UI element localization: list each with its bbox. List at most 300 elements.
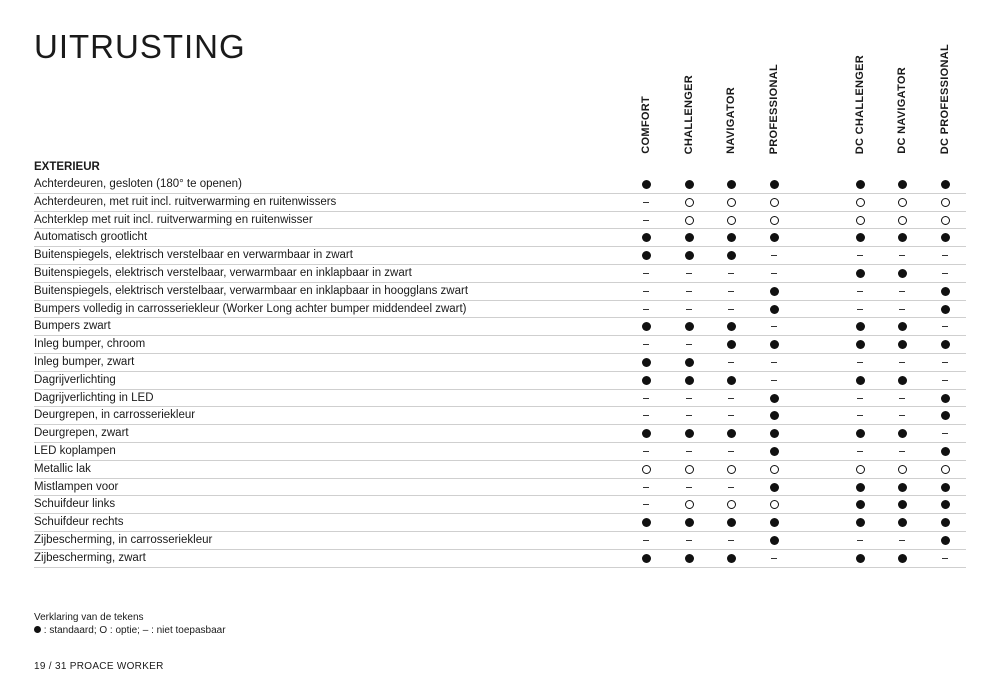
column-header-dc-professional (932, 43, 958, 154)
table-cell (633, 443, 659, 460)
standard-dot-icon (941, 500, 950, 509)
standard-dot-icon (898, 483, 907, 492)
table-cell (889, 514, 915, 531)
standard-dot-icon (941, 287, 950, 296)
row-label: Inleg bumper, chroom (34, 338, 146, 351)
table-cell (761, 265, 787, 282)
standard-dot-icon (642, 322, 651, 331)
option-circle-icon (770, 198, 779, 207)
table-cell (718, 176, 744, 193)
table-cell (676, 390, 702, 407)
standard-dot-icon (642, 358, 651, 367)
table-row (34, 283, 966, 301)
standard-dot-icon (856, 429, 865, 438)
not-applicable-dash-icon (643, 344, 649, 345)
not-applicable-dash-icon (771, 255, 777, 256)
table-cell (761, 461, 787, 478)
table-cell (761, 247, 787, 264)
not-applicable-dash-icon (643, 220, 649, 221)
table-cell (932, 407, 958, 424)
table-row (34, 247, 966, 265)
standard-dot-icon (856, 483, 865, 492)
table-cell (633, 390, 659, 407)
table-cell (718, 265, 744, 282)
not-applicable-dash-icon (643, 398, 649, 399)
table-cell (718, 496, 744, 513)
table-cell (633, 336, 659, 353)
standard-dot-icon (770, 305, 779, 314)
standard-dot-icon (856, 233, 865, 242)
standard-dot-icon (856, 180, 865, 189)
table-cell (889, 479, 915, 496)
not-applicable-dash-icon (643, 273, 649, 274)
column-header-label: NAVIGATOR (725, 87, 737, 154)
table-cell (889, 336, 915, 353)
table-cell (932, 425, 958, 442)
table-cell (761, 336, 787, 353)
table-cell (932, 354, 958, 371)
standard-dot-icon (898, 376, 907, 385)
table-cell (676, 496, 702, 513)
standard-dot-icon (898, 429, 907, 438)
standard-dot-icon (898, 180, 907, 189)
table-cell (932, 318, 958, 335)
table-cell (932, 372, 958, 389)
standard-dot-icon (941, 233, 950, 242)
standard-dot-icon (856, 500, 865, 509)
table-row (34, 532, 966, 550)
table-cell (932, 301, 958, 318)
table-cell (676, 318, 702, 335)
table-cell (761, 301, 787, 318)
not-applicable-dash-icon (686, 398, 692, 399)
standard-dot-icon (642, 518, 651, 527)
not-applicable-dash-icon (899, 309, 905, 310)
table-cell (761, 425, 787, 442)
row-label: Dagrijverlichting (34, 373, 116, 386)
table-cell (847, 212, 873, 229)
table-cell (847, 176, 873, 193)
not-applicable-dash-icon (857, 415, 863, 416)
table-cell (633, 425, 659, 442)
table-cell (847, 425, 873, 442)
table-cell (676, 425, 702, 442)
table-cell (761, 354, 787, 371)
table-cell (932, 443, 958, 460)
table-cell (889, 372, 915, 389)
table-cell (932, 176, 958, 193)
not-applicable-dash-icon (899, 291, 905, 292)
not-applicable-dash-icon (942, 255, 948, 256)
table-cell (718, 550, 744, 567)
column-header-label: CHALLENGER (683, 74, 695, 154)
standard-dot-icon (642, 180, 651, 189)
standard-dot-icon (941, 340, 950, 349)
table-cell (633, 479, 659, 496)
table-cell (932, 461, 958, 478)
row-label: Automatisch grootlicht (34, 231, 148, 244)
table-cell (718, 532, 744, 549)
column-header-comfort (633, 50, 659, 154)
not-applicable-dash-icon (942, 273, 948, 274)
standard-dot-icon (898, 518, 907, 527)
option-circle-icon (770, 500, 779, 509)
table-cell (761, 194, 787, 211)
table-cell (889, 318, 915, 335)
table-cell (889, 443, 915, 460)
not-applicable-dash-icon (686, 540, 692, 541)
not-applicable-dash-icon (643, 309, 649, 310)
standard-dot-icon (642, 554, 651, 563)
table-cell (932, 265, 958, 282)
option-circle-icon (685, 216, 694, 225)
not-applicable-dash-icon (728, 362, 734, 363)
option-circle-icon (727, 500, 736, 509)
standard-dot-icon (770, 180, 779, 189)
table-cell (718, 461, 744, 478)
not-applicable-dash-icon (857, 540, 863, 541)
page-title: UITRUSTING (34, 28, 246, 65)
table-cell (633, 212, 659, 229)
table-cell (633, 532, 659, 549)
option-circle-icon (898, 198, 907, 207)
table-cell (718, 390, 744, 407)
table-cell (761, 532, 787, 549)
table-cell (889, 532, 915, 549)
row-label: Achterdeuren, met ruit incl. ruitverwarming en ruitenwissers (34, 195, 337, 208)
option-circle-icon (856, 198, 865, 207)
not-applicable-dash-icon (899, 255, 905, 256)
not-applicable-dash-icon (857, 309, 863, 310)
not-applicable-dash-icon (857, 255, 863, 256)
table-cell (889, 247, 915, 264)
standard-dot-icon (685, 180, 694, 189)
table-row (34, 514, 966, 532)
not-applicable-dash-icon (942, 326, 948, 327)
standard-dot-icon (642, 233, 651, 242)
table-cell (847, 283, 873, 300)
row-label: Buitenspiegels, elektrisch verstelbaar en verwarmbaar in zwart (34, 249, 353, 262)
not-applicable-dash-icon (899, 415, 905, 416)
table-cell (633, 283, 659, 300)
table-cell (761, 390, 787, 407)
table-row (34, 229, 966, 247)
table-cell (633, 372, 659, 389)
not-applicable-dash-icon (857, 362, 863, 363)
not-applicable-dash-icon (643, 202, 649, 203)
not-applicable-dash-icon (686, 344, 692, 345)
not-applicable-dash-icon (728, 309, 734, 310)
table-cell (718, 229, 744, 246)
table-cell (761, 176, 787, 193)
not-applicable-dash-icon (857, 291, 863, 292)
table-cell (676, 229, 702, 246)
option-circle-icon (941, 198, 950, 207)
table-cell (932, 532, 958, 549)
not-applicable-dash-icon (771, 326, 777, 327)
table-row (34, 176, 966, 194)
standard-dot-icon (770, 287, 779, 296)
standard-dot-icon (34, 626, 41, 633)
table-row (34, 407, 966, 425)
row-label: Zijbescherming, in carrosseriekleur (34, 533, 213, 546)
not-applicable-dash-icon (942, 433, 948, 434)
table-cell (718, 354, 744, 371)
standard-dot-icon (941, 305, 950, 314)
standard-dot-icon (642, 376, 651, 385)
column-header-challenger (676, 50, 702, 154)
row-label: Deurgrepen, zwart (34, 427, 129, 440)
row-label: Deurgrepen, in carrosseriekleur (34, 409, 196, 422)
option-circle-icon (727, 216, 736, 225)
table-cell (676, 354, 702, 371)
option-circle-icon (941, 465, 950, 474)
table-row (34, 425, 966, 443)
standard-dot-icon (856, 340, 865, 349)
standard-dot-icon (685, 429, 694, 438)
column-header-dc-challenger (847, 50, 873, 154)
table-cell (761, 229, 787, 246)
standard-dot-icon (941, 518, 950, 527)
not-applicable-dash-icon (686, 273, 692, 274)
table-cell (718, 443, 744, 460)
table-cell (761, 283, 787, 300)
table-cell (676, 461, 702, 478)
table-cell (889, 550, 915, 567)
standard-dot-icon (898, 233, 907, 242)
table-cell (633, 354, 659, 371)
table-cell (676, 514, 702, 531)
option-circle-icon (898, 216, 907, 225)
table-row (34, 301, 966, 319)
standard-dot-icon (941, 447, 950, 456)
table-cell (676, 247, 702, 264)
table-cell (847, 265, 873, 282)
not-applicable-dash-icon (771, 273, 777, 274)
table-cell (761, 212, 787, 229)
equipment-table (34, 176, 966, 568)
not-applicable-dash-icon (899, 398, 905, 399)
row-label: Dagrijverlichting in LED (34, 391, 154, 404)
table-cell (633, 265, 659, 282)
not-applicable-dash-icon (686, 487, 692, 488)
standard-dot-icon (941, 411, 950, 420)
table-cell (932, 496, 958, 513)
legend-text: : standaard; O : optie; – : niet toepasbaar (43, 625, 226, 636)
not-applicable-dash-icon (899, 362, 905, 363)
standard-dot-icon (685, 358, 694, 367)
standard-dot-icon (898, 554, 907, 563)
table-cell (847, 318, 873, 335)
not-applicable-dash-icon (942, 380, 948, 381)
table-cell (718, 479, 744, 496)
page-footer: 19 / 31 PROACE WORKER (34, 661, 164, 672)
standard-dot-icon (941, 536, 950, 545)
not-applicable-dash-icon (857, 398, 863, 399)
table-cell (932, 550, 958, 567)
row-label: Achterklep met ruit incl. ruitverwarming en ruitenwisser (34, 213, 313, 226)
standard-dot-icon (898, 269, 907, 278)
table-cell (889, 283, 915, 300)
table-cell (676, 336, 702, 353)
not-applicable-dash-icon (728, 398, 734, 399)
column-header-label: DC CHALLENGER (854, 54, 866, 154)
standard-dot-icon (727, 429, 736, 438)
table-cell (676, 176, 702, 193)
standard-dot-icon (642, 251, 651, 260)
table-cell (676, 532, 702, 549)
table-cell (847, 354, 873, 371)
option-circle-icon (685, 198, 694, 207)
standard-dot-icon (685, 233, 694, 242)
column-header-label: PROFESSIONAL (768, 63, 780, 154)
table-cell (889, 496, 915, 513)
table-cell (718, 194, 744, 211)
table-cell (633, 229, 659, 246)
table-cell (889, 265, 915, 282)
row-label: Inleg bumper, zwart (34, 355, 135, 368)
column-header-navigator (718, 50, 744, 154)
option-circle-icon (898, 465, 907, 474)
not-applicable-dash-icon (728, 540, 734, 541)
standard-dot-icon (770, 518, 779, 527)
table-cell (889, 425, 915, 442)
row-label: Buitenspiegels, elektrisch verstelbaar, verwarmbaar en inklapbaar in zwart (34, 266, 412, 279)
legend (34, 611, 226, 637)
not-applicable-dash-icon (686, 451, 692, 452)
not-applicable-dash-icon (643, 415, 649, 416)
table-cell (676, 407, 702, 424)
table-cell (847, 407, 873, 424)
table-cell (932, 390, 958, 407)
table-row (34, 479, 966, 497)
table-row (34, 550, 966, 568)
not-applicable-dash-icon (686, 291, 692, 292)
table-cell (761, 550, 787, 567)
not-applicable-dash-icon (771, 380, 777, 381)
table-cell (633, 247, 659, 264)
table-row (34, 354, 966, 372)
table-cell (633, 194, 659, 211)
option-circle-icon (856, 465, 865, 474)
table-cell (847, 496, 873, 513)
table-cell (932, 336, 958, 353)
standard-dot-icon (770, 340, 779, 349)
standard-dot-icon (685, 376, 694, 385)
table-cell (847, 372, 873, 389)
table-cell (633, 496, 659, 513)
standard-dot-icon (642, 429, 651, 438)
not-applicable-dash-icon (643, 487, 649, 488)
table-cell (761, 407, 787, 424)
standard-dot-icon (856, 554, 865, 563)
table-cell (889, 390, 915, 407)
table-cell (633, 550, 659, 567)
table-cell (847, 336, 873, 353)
standard-dot-icon (685, 518, 694, 527)
table-cell (932, 229, 958, 246)
table-cell (676, 283, 702, 300)
table-cell (847, 390, 873, 407)
table-cell (718, 407, 744, 424)
column-header-label: DC NAVIGATOR (896, 67, 908, 154)
table-cell (718, 247, 744, 264)
table-cell (847, 550, 873, 567)
legend-line (34, 624, 226, 637)
table-cell (889, 301, 915, 318)
section-heading-exterieur: EXTERIEUR (34, 161, 100, 173)
table-cell (932, 247, 958, 264)
standard-dot-icon (941, 180, 950, 189)
standard-dot-icon (727, 322, 736, 331)
row-label: LED koplampen (34, 444, 116, 457)
not-applicable-dash-icon (771, 362, 777, 363)
not-applicable-dash-icon (686, 415, 692, 416)
standard-dot-icon (727, 251, 736, 260)
table-cell (847, 461, 873, 478)
standard-dot-icon (727, 554, 736, 563)
standard-dot-icon (898, 500, 907, 509)
column-header-dc-navigator (889, 50, 915, 154)
standard-dot-icon (898, 340, 907, 349)
not-applicable-dash-icon (728, 487, 734, 488)
table-row (34, 372, 966, 390)
table-cell (761, 443, 787, 460)
table-cell (889, 212, 915, 229)
standard-dot-icon (770, 483, 779, 492)
table-cell (847, 247, 873, 264)
not-applicable-dash-icon (857, 451, 863, 452)
table-row (34, 496, 966, 514)
table-cell (718, 283, 744, 300)
standard-dot-icon (685, 251, 694, 260)
standard-dot-icon (727, 376, 736, 385)
not-applicable-dash-icon (771, 558, 777, 559)
table-cell (633, 514, 659, 531)
standard-dot-icon (856, 376, 865, 385)
standard-dot-icon (941, 394, 950, 403)
table-cell (718, 514, 744, 531)
table-cell (932, 212, 958, 229)
row-label: Achterdeuren, gesloten (180° te openen) (34, 178, 242, 190)
standard-dot-icon (727, 518, 736, 527)
table-cell (633, 176, 659, 193)
table-cell (889, 407, 915, 424)
table-cell (761, 514, 787, 531)
table-row (34, 461, 966, 479)
not-applicable-dash-icon (942, 558, 948, 559)
standard-dot-icon (856, 322, 865, 331)
not-applicable-dash-icon (728, 273, 734, 274)
standard-dot-icon (770, 233, 779, 242)
standard-dot-icon (727, 340, 736, 349)
standard-dot-icon (727, 180, 736, 189)
table-cell (633, 461, 659, 478)
table-cell (889, 354, 915, 371)
column-header-label: COMFORT (640, 96, 652, 154)
table-cell (761, 496, 787, 513)
row-label: Bumpers volledig in carrosseriekleur (Worker Long achter bumper middendeel zwart) (34, 302, 467, 315)
table-cell (633, 301, 659, 318)
row-label: Buitenspiegels, elektrisch verstelbaar, verwarmbaar en inklapbaar in hoogglans zwart (34, 284, 469, 297)
table-cell (847, 479, 873, 496)
option-circle-icon (770, 465, 779, 474)
not-applicable-dash-icon (728, 415, 734, 416)
table-cell (676, 194, 702, 211)
standard-dot-icon (856, 269, 865, 278)
legend-heading: Verklaring van de tekens (34, 612, 144, 623)
option-circle-icon (727, 465, 736, 474)
